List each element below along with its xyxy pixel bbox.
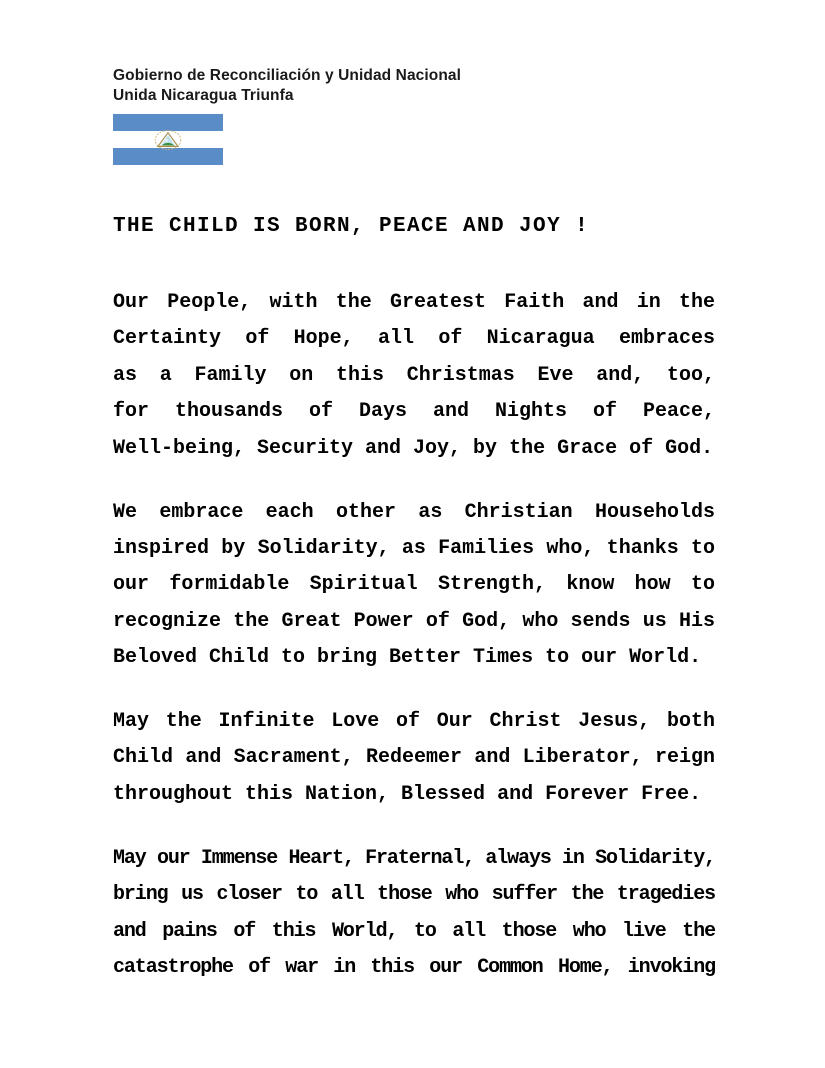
- text-line: Well-being, Security and Joy, by the Grace of God.: [113, 436, 714, 460]
- letterhead: [113, 66, 715, 106]
- text-line: May the Infinite Love of Our Christ Jesus, both: [113, 710, 715, 734]
- nicaragua-flag: [113, 114, 223, 165]
- text-line: May our Immense Heart, Fraternal, always in Solidarity,: [113, 846, 715, 870]
- text-line: Child and Sacrament, Redeemer and Liberator, reign: [113, 746, 715, 770]
- body-paragraph: [113, 285, 715, 467]
- text-line: for thousands of Days and Nights of Peace,: [113, 400, 715, 424]
- text-line: recognize the Great Power of God, who sends us His: [113, 609, 715, 633]
- text-line: inspired by Solidarity, as Families who, thanks to: [113, 536, 715, 560]
- body-paragraph: [113, 495, 715, 677]
- text-line: and pains of this World, to all those who live the: [113, 919, 715, 943]
- body-paragraph: [113, 841, 715, 987]
- text-line: bring us closer to all those who suffer the tragedies: [113, 883, 715, 907]
- document-title: THE CHILD IS BORN, PEACE AND JOY !: [113, 215, 590, 238]
- text-line: Certainty of Hope, all of Nicaragua embraces: [113, 327, 715, 351]
- government-motto: Unida Nicaragua Triunfa: [113, 87, 294, 104]
- body-paragraph: [113, 704, 715, 813]
- flag-stripe-bottom: [113, 148, 223, 165]
- coat-of-arms-icon: [153, 129, 183, 151]
- document-body: [113, 285, 715, 986]
- text-line: Our People, with the Greatest Faith and in the: [113, 291, 715, 314]
- text-line: Beloved Child to bring Better Times to our World.: [113, 646, 702, 670]
- text-line: our formidable Spiritual Strength, know how to: [113, 573, 715, 597]
- text-line: as a Family on this Christmas Eve and, too,: [113, 363, 715, 387]
- government-name: Gobierno de Reconciliación y Unidad Nacional: [113, 67, 462, 84]
- text-line: catastrophe of war in this our Common Home, invoking: [113, 956, 715, 979]
- text-line: We embrace each other as Christian Households: [113, 500, 715, 524]
- text-line: throughout this Nation, Blessed and Forever Free.: [113, 782, 702, 806]
